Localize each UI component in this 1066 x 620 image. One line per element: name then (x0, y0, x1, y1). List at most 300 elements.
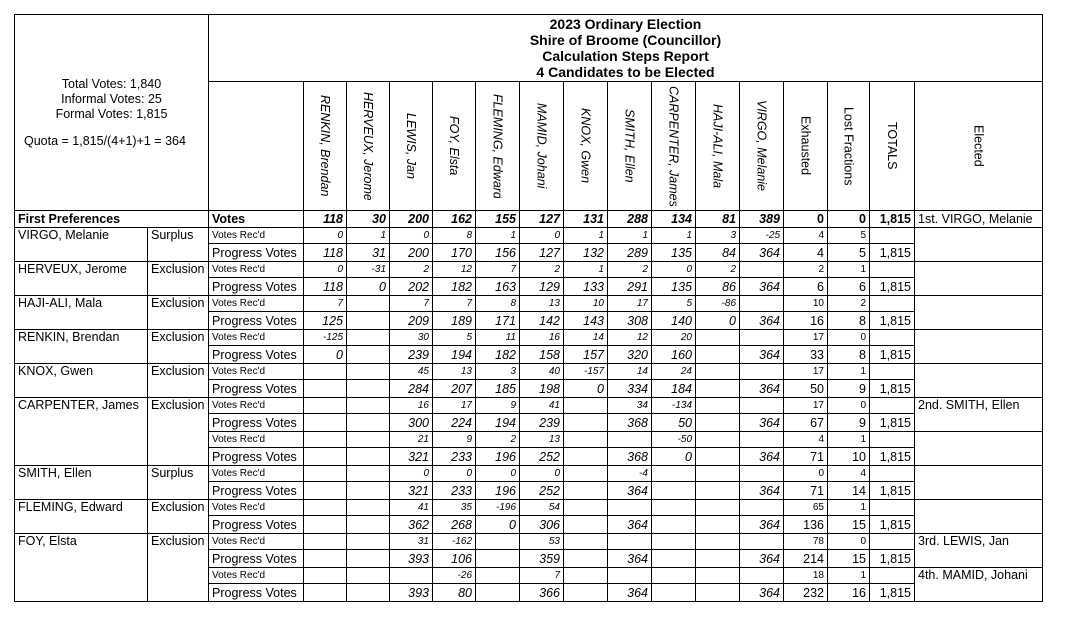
votes-received-value (564, 534, 608, 550)
progress-votes-value: 320 (608, 346, 652, 364)
progress-votes-value: 368 (608, 414, 652, 432)
votes-received-value (564, 432, 608, 448)
progress-votes-value: 364 (740, 414, 784, 432)
votes-received-value: 45 (390, 364, 433, 380)
progress-votes-value (304, 380, 347, 398)
progress-votes-label: Progress Votes (209, 482, 304, 500)
votes-received-value: 0 (520, 228, 564, 244)
progress-votes-value: 207 (433, 380, 476, 398)
votes-received-row (15, 296, 1043, 312)
column-header-label: MAMID, Johani (534, 103, 549, 189)
votes-received-label: Votes Rec'd (209, 228, 304, 244)
progress-votes-value: 0 (347, 278, 390, 296)
progress-votes-value: 8 (828, 346, 870, 364)
progress-votes-value: 334 (608, 380, 652, 398)
votes-received-value (870, 568, 915, 584)
progress-votes-label: Progress Votes (209, 584, 304, 602)
candidate-name: CARPENTER, James (15, 398, 148, 466)
progress-votes-value (304, 482, 347, 500)
first-preferences-row (15, 211, 1043, 228)
progress-votes-value: 15 (828, 516, 870, 534)
progress-votes-value (304, 550, 347, 568)
progress-votes-value (347, 414, 390, 432)
votes-received-value: 13 (433, 364, 476, 380)
candidate-name: RENKIN, Brendan (15, 330, 148, 364)
progress-votes-value (652, 482, 696, 500)
votes-received-row (15, 262, 1043, 278)
elected-cell (915, 330, 1043, 364)
progress-votes-value: 196 (476, 448, 520, 466)
votes-received-value (347, 568, 390, 584)
progress-votes-value: 306 (520, 516, 564, 534)
votes-received-value: 1 (828, 364, 870, 380)
votes-received-value: 1 (564, 262, 608, 278)
votes-received-value: 17 (784, 330, 828, 346)
progress-votes-value: 80 (433, 584, 476, 602)
column-header-herveux-jerome (347, 82, 390, 211)
progress-votes-label: Progress Votes (209, 278, 304, 296)
progress-votes-value: 1,815 (870, 482, 915, 500)
progress-votes-value: 163 (476, 278, 520, 296)
votes-received-value: 1 (828, 568, 870, 584)
votes-received-value (347, 330, 390, 346)
elected-cell (915, 432, 1043, 466)
report-title-line: 4 Candidates to be Elected (536, 64, 715, 80)
step-action: Exclusion (148, 534, 209, 602)
progress-votes-label: Progress Votes (209, 550, 304, 568)
elected-cell: 2nd. SMITH, Ellen (915, 398, 1043, 432)
votes-received-value: 9 (433, 432, 476, 448)
votes-received-value: 0 (520, 466, 564, 482)
progress-votes-value: 284 (390, 380, 433, 398)
candidate-name: VIRGO, Melanie (15, 228, 148, 262)
votes-received-value: 7 (476, 262, 520, 278)
votes-received-value: -196 (476, 500, 520, 516)
votes-received-value: 16 (390, 398, 433, 414)
votes-received-value: 16 (520, 330, 564, 346)
first-pref-value: 81 (696, 211, 740, 228)
votes-received-label: Votes Rec'd (209, 398, 304, 414)
progress-votes-value: 308 (608, 312, 652, 330)
progress-votes-value: 0 (304, 346, 347, 364)
votes-received-value: -31 (347, 262, 390, 278)
progress-votes-value: 239 (520, 414, 564, 432)
progress-votes-value (347, 516, 390, 534)
votes-received-value (870, 432, 915, 448)
votes-received-value (740, 466, 784, 482)
votes-received-value (304, 534, 347, 550)
progress-votes-value: 0 (476, 516, 520, 534)
progress-votes-value (696, 482, 740, 500)
progress-votes-value (476, 584, 520, 602)
elected-cell (915, 228, 1043, 262)
votes-received-label: Votes Rec'd (209, 500, 304, 516)
progress-votes-value: 50 (784, 380, 828, 398)
votes-received-value (476, 568, 520, 584)
candidate-name: KNOX, Gwen (15, 364, 148, 398)
votes-received-value (696, 432, 740, 448)
blank-header-cell (209, 82, 304, 211)
progress-votes-value (564, 482, 608, 500)
progress-votes-value: 129 (520, 278, 564, 296)
votes-received-value: 1 (828, 262, 870, 278)
first-pref-value: 162 (433, 211, 476, 228)
progress-votes-value: 202 (390, 278, 433, 296)
progress-votes-value: 135 (652, 244, 696, 262)
votes-received-row (15, 364, 1043, 380)
progress-votes-value: 0 (564, 380, 608, 398)
column-header-label: HERVEUX, Jerome (361, 91, 375, 201)
column-header-elected (915, 82, 1043, 211)
first-pref-value: 118 (304, 211, 347, 228)
votes-received-value: -134 (652, 398, 696, 414)
progress-votes-value: 132 (564, 244, 608, 262)
votes-received-value: 17 (608, 296, 652, 312)
column-header-foy-elsta (433, 82, 476, 211)
step-action: Exclusion (148, 330, 209, 364)
votes-received-value (347, 296, 390, 312)
progress-votes-value: 209 (390, 312, 433, 330)
progress-votes-value: 71 (784, 482, 828, 500)
progress-votes-value: 118 (304, 278, 347, 296)
first-pref-value: 30 (347, 211, 390, 228)
progress-votes-value (347, 312, 390, 330)
votes-received-value: -162 (433, 534, 476, 550)
votes-received-value (564, 466, 608, 482)
step-action: Exclusion (148, 364, 209, 398)
votes-received-value (608, 534, 652, 550)
votes-received-value: 7 (520, 568, 564, 584)
step-action: Surplus (148, 228, 209, 262)
votes-received-label: Votes Rec'd (209, 262, 304, 278)
progress-votes-value: 1,815 (870, 312, 915, 330)
votes-received-value: 65 (784, 500, 828, 516)
votes-received-value: 1 (652, 228, 696, 244)
votes-received-value (564, 568, 608, 584)
votes-received-value: 1 (564, 228, 608, 244)
candidate-name: HERVEUX, Jerome (15, 262, 148, 296)
progress-votes-value (696, 380, 740, 398)
progress-votes-value: 0 (652, 448, 696, 466)
votes-received-value (740, 568, 784, 584)
first-pref-value: 1,815 (870, 211, 915, 228)
column-header-mamid-johani (520, 82, 564, 211)
progress-votes-value (652, 550, 696, 568)
votes-received-value (740, 262, 784, 278)
progress-votes-value: 185 (476, 380, 520, 398)
elected-cell (915, 296, 1043, 330)
column-header-label: RENKIN, Brendan (318, 95, 332, 197)
progress-votes-value: 86 (696, 278, 740, 296)
votes-received-value: 12 (433, 262, 476, 278)
votes-received-value: 2 (784, 262, 828, 278)
progress-votes-value (347, 482, 390, 500)
column-header-virgo-melanie (740, 82, 784, 211)
progress-votes-value: 14 (828, 482, 870, 500)
step-action: Exclusion (148, 296, 209, 330)
progress-votes-value (347, 346, 390, 364)
progress-votes-value: 364 (608, 482, 652, 500)
title-row (15, 15, 1043, 82)
progress-votes-label: Progress Votes (209, 380, 304, 398)
candidate-name: FOY, Elsta (15, 534, 148, 602)
votes-received-value (564, 500, 608, 516)
votes-received-value: 0 (304, 262, 347, 278)
votes-received-value: 2 (696, 262, 740, 278)
elected-cell: 3rd. LEWIS, Jan (915, 534, 1043, 568)
progress-votes-label: Progress Votes (209, 244, 304, 262)
votes-received-value: 13 (520, 432, 564, 448)
votes-received-value: 13 (520, 296, 564, 312)
votes-received-row (15, 330, 1043, 346)
progress-votes-value (476, 550, 520, 568)
progress-votes-value: 1,815 (870, 244, 915, 262)
votes-received-value (652, 466, 696, 482)
progress-votes-value (304, 584, 347, 602)
progress-votes-value: 1,815 (870, 584, 915, 602)
column-header-smith-ellen (608, 82, 652, 211)
votes-received-value: 2 (390, 262, 433, 278)
progress-votes-value: 393 (390, 584, 433, 602)
progress-votes-value (696, 550, 740, 568)
votes-received-value: 24 (652, 364, 696, 380)
column-header-label: LEWIS, Jan (404, 113, 418, 179)
votes-received-value (870, 228, 915, 244)
votes-received-value: 17 (784, 364, 828, 380)
progress-votes-value: 1,815 (870, 278, 915, 296)
votes-received-value (870, 330, 915, 346)
votes-received-value: 17 (784, 398, 828, 414)
votes-received-value: 0 (828, 534, 870, 550)
votes-received-value: 41 (520, 398, 564, 414)
progress-votes-value: 127 (520, 244, 564, 262)
step-action: Exclusion (148, 398, 209, 466)
progress-votes-value (347, 550, 390, 568)
column-header-label: Exhausted (798, 116, 813, 176)
calculation-steps-table (14, 14, 1043, 602)
progress-votes-value (304, 516, 347, 534)
votes-received-value (870, 398, 915, 414)
progress-votes-label: Progress Votes (209, 346, 304, 364)
report-title-line: Calculation Steps Report (542, 48, 709, 64)
progress-votes-value (696, 414, 740, 432)
votes-received-value (652, 534, 696, 550)
votes-type-label: Votes (209, 211, 304, 228)
votes-received-label: Votes Rec'd (209, 364, 304, 380)
progress-votes-value: 9 (828, 414, 870, 432)
votes-received-value (696, 330, 740, 346)
votes-received-value: 0 (652, 262, 696, 278)
votes-received-value: 34 (608, 398, 652, 414)
votes-received-value: 11 (476, 330, 520, 346)
progress-votes-value (696, 346, 740, 364)
votes-received-value (304, 500, 347, 516)
progress-votes-value: 194 (433, 346, 476, 364)
progress-votes-value (347, 584, 390, 602)
progress-votes-value: 368 (608, 448, 652, 466)
elected-cell (915, 364, 1043, 398)
progress-votes-value: 359 (520, 550, 564, 568)
progress-votes-value (564, 516, 608, 534)
column-header-lewis-jan (390, 82, 433, 211)
progress-votes-value: 4 (784, 244, 828, 262)
progress-votes-value: 133 (564, 278, 608, 296)
progress-votes-value: 142 (520, 312, 564, 330)
votes-received-value (608, 432, 652, 448)
progress-votes-value (652, 516, 696, 534)
votes-received-value (696, 534, 740, 550)
column-header-exhausted (784, 82, 828, 211)
votes-received-value: 7 (390, 296, 433, 312)
votes-received-value: 3 (476, 364, 520, 380)
progress-votes-value: 160 (652, 346, 696, 364)
progress-votes-value: 200 (390, 244, 433, 262)
votes-received-value: 17 (433, 398, 476, 414)
progress-votes-value: 182 (476, 346, 520, 364)
progress-votes-value: 31 (347, 244, 390, 262)
votes-received-value: 1 (828, 432, 870, 448)
progress-votes-value: 252 (520, 482, 564, 500)
progress-votes-value: 321 (390, 448, 433, 466)
votes-received-value: 2 (476, 432, 520, 448)
progress-votes-label: Progress Votes (209, 448, 304, 466)
progress-votes-value: 158 (520, 346, 564, 364)
votes-received-value (870, 364, 915, 380)
votes-received-value (740, 330, 784, 346)
votes-received-value (696, 364, 740, 380)
elected-cell: 1st. VIRGO, Melanie (915, 211, 1043, 228)
votes-received-value: 10 (784, 296, 828, 312)
progress-votes-value (304, 414, 347, 432)
votes-received-value (304, 568, 347, 584)
votes-received-label: Votes Rec'd (209, 330, 304, 346)
votes-received-value: -86 (696, 296, 740, 312)
elected-cell (915, 262, 1043, 296)
progress-votes-value: 140 (652, 312, 696, 330)
progress-votes-label: Progress Votes (209, 516, 304, 534)
column-header-fleming-edward (476, 82, 520, 211)
votes-received-value (740, 296, 784, 312)
column-header-totals (870, 82, 915, 211)
elected-cell: 4th. MAMID, Johani (915, 568, 1043, 602)
progress-votes-value: 118 (304, 244, 347, 262)
votes-received-value (652, 500, 696, 516)
progress-votes-value: 224 (433, 414, 476, 432)
progress-votes-value: 8 (828, 312, 870, 330)
progress-votes-value: 364 (740, 516, 784, 534)
first-pref-value: 134 (652, 211, 696, 228)
progress-votes-value: 364 (740, 380, 784, 398)
informal-votes: Informal Votes: 25 (61, 91, 162, 106)
progress-votes-value: 233 (433, 448, 476, 466)
column-header-label: KNOX, Gwen (578, 108, 593, 184)
progress-votes-value: 16 (784, 312, 828, 330)
votes-received-value (347, 466, 390, 482)
votes-received-value: 4 (784, 228, 828, 244)
progress-votes-value (696, 516, 740, 534)
vote-summary (15, 15, 209, 211)
votes-received-value: 21 (390, 432, 433, 448)
votes-received-row (15, 228, 1043, 244)
progress-votes-value: 233 (433, 482, 476, 500)
step-action: Exclusion (148, 262, 209, 296)
progress-votes-value: 364 (608, 550, 652, 568)
progress-votes-value: 364 (608, 516, 652, 534)
votes-received-value: 41 (390, 500, 433, 516)
progress-votes-value: 33 (784, 346, 828, 364)
progress-votes-value (564, 414, 608, 432)
progress-votes-value: 84 (696, 244, 740, 262)
column-header-label: TOTALS (885, 122, 899, 170)
votes-received-value: 2 (608, 262, 652, 278)
votes-received-value (347, 500, 390, 516)
first-pref-value: 0 (784, 211, 828, 228)
votes-received-value: 2 (520, 262, 564, 278)
votes-received-label: Votes Rec'd (209, 534, 304, 550)
quota: Quota = 1,815/(4+1)+1 = 364 (24, 133, 186, 148)
progress-votes-value: 9 (828, 380, 870, 398)
progress-votes-value (696, 448, 740, 466)
votes-received-value: 9 (476, 398, 520, 414)
votes-received-value (347, 534, 390, 550)
column-header-label: VIRGO, Melanie (754, 100, 769, 192)
progress-votes-value: 232 (784, 584, 828, 602)
votes-received-value: 10 (564, 296, 608, 312)
first-pref-value: 200 (390, 211, 433, 228)
report-title-line: Shire of Broome (Councillor) (529, 32, 722, 48)
column-header-renkin-brendan (304, 82, 347, 211)
votes-received-row (15, 398, 1043, 414)
progress-votes-label: Progress Votes (209, 414, 304, 432)
votes-received-value (347, 432, 390, 448)
progress-votes-value (564, 550, 608, 568)
votes-received-value: 35 (433, 500, 476, 516)
votes-received-value: 18 (784, 568, 828, 584)
progress-votes-value: 364 (740, 448, 784, 466)
votes-received-value (304, 398, 347, 414)
column-header-label: Elected (971, 125, 986, 167)
progress-votes-value (347, 380, 390, 398)
progress-votes-value: 16 (828, 584, 870, 602)
progress-votes-value (304, 448, 347, 466)
progress-votes-value (564, 448, 608, 466)
column-header-lost-fractions (828, 82, 870, 211)
votes-received-value (347, 398, 390, 414)
votes-received-value (608, 568, 652, 584)
progress-votes-value: 366 (520, 584, 564, 602)
votes-received-label: Votes Rec'd (209, 568, 304, 584)
votes-received-value (740, 398, 784, 414)
progress-votes-value: 364 (740, 482, 784, 500)
votes-received-value (608, 500, 652, 516)
column-header-label: SMITH, Ellen (622, 109, 637, 183)
votes-received-value: -125 (304, 330, 347, 346)
first-pref-value: 288 (608, 211, 652, 228)
progress-votes-value: 364 (740, 584, 784, 602)
progress-votes-value: 198 (520, 380, 564, 398)
progress-votes-value: 171 (476, 312, 520, 330)
votes-received-value: 4 (828, 466, 870, 482)
progress-votes-value: 239 (390, 346, 433, 364)
votes-received-row (15, 534, 1043, 550)
votes-received-value (870, 262, 915, 278)
progress-votes-value: 143 (564, 312, 608, 330)
progress-votes-value (696, 584, 740, 602)
formal-votes: Formal Votes: 1,815 (55, 106, 168, 121)
votes-received-value: 54 (520, 500, 564, 516)
votes-received-value (304, 466, 347, 482)
column-header-carpenter-james (652, 82, 696, 211)
